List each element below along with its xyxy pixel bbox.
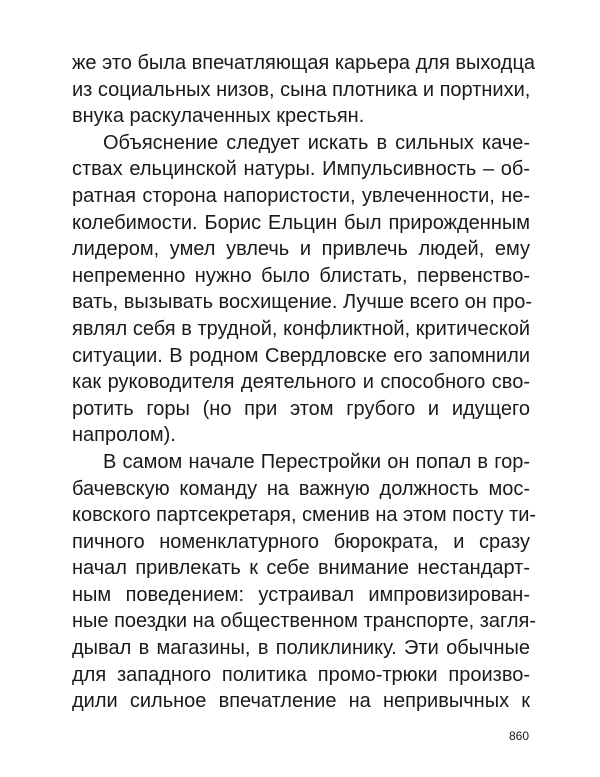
page-body [72, 50, 537, 715]
text-line: ствах ельцинской натуры. Импульсивность – об- [72, 158, 530, 181]
text-line: ным поведением: устраивал импровизирован- [72, 583, 530, 606]
text-line: лидером, умел увлечь и привлечь людей, ему [72, 238, 530, 261]
text-line: для западного политика промо-трюки произво- [72, 663, 530, 686]
text-line: ковского партсекретаря, сменив на этом посту ти- [72, 504, 537, 527]
text-line: дывал в магазины, в поликлинику. Эти обычные [72, 637, 530, 660]
text-line: Объяснение следует искать в сильных каче- [103, 131, 530, 154]
text-line: же это была впечатляющая карьера для выходца [72, 52, 536, 74]
text-line: ситуации. В родном Свердловске его запомнили [72, 344, 530, 367]
text-line: пичного номенклатурного бюрократа, и сразу [72, 530, 530, 553]
text-line: непременно нужно было блистать, первенство- [72, 264, 530, 287]
page-number: 860 [508, 729, 529, 743]
text-line: напролом). [72, 424, 176, 447]
text-line: ротить горы (но при этом грубого и идущего [72, 397, 530, 420]
text-line: бачевскую команду на важную должность мос- [72, 477, 530, 500]
text-line: как руководителя деятельного и способного сво- [72, 371, 530, 394]
text-line: вать, вызывать восхищение. Лучше всего он про- [72, 291, 533, 314]
text-line: из социальных низов, сына плотника и портнихи, [72, 78, 531, 101]
text-line: внука раскулаченных крестьян. [72, 105, 365, 128]
text-line: В самом начале Перестройки он попал в гор- [103, 450, 530, 473]
text-line: дили сильное впечатление на непривычных к [72, 690, 530, 713]
text-line: являл себя в трудной, конфликтной, критической [72, 317, 530, 340]
text-line: ные поездки на общественном транспорте, загля- [72, 610, 537, 633]
text-line: колебимости. Борис Ельцин был прирожденным [72, 211, 530, 234]
text-line: начал привлекать к себе внимание нестандарт- [72, 557, 530, 580]
text-line: ратная сторона напористости, увлеченности, не- [72, 184, 530, 207]
